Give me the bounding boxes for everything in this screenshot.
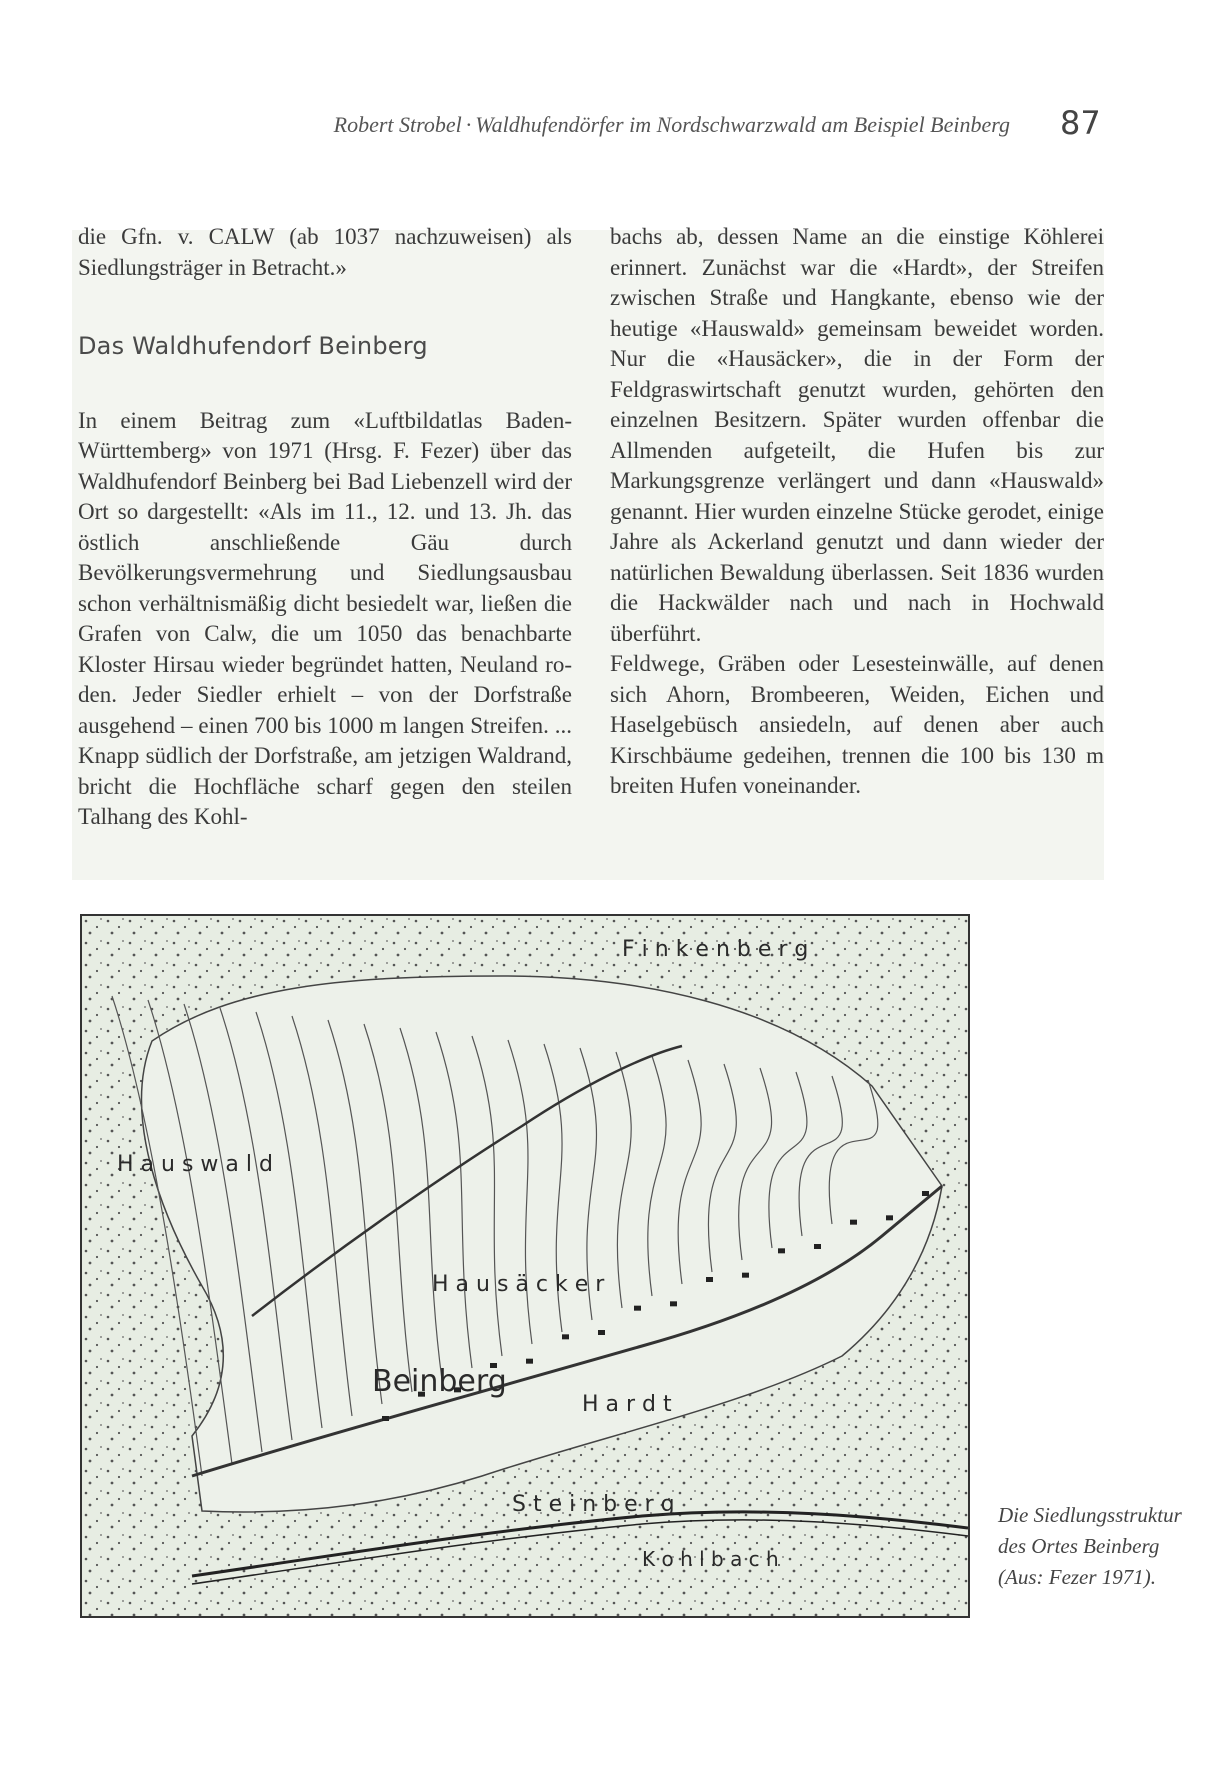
left-paragraph: In einem Beitrag zum «Luftbildatlas Baden-Württemberg» von 1971 (Hrsg. F. Fezer) über das Waldhufendorf Beinberg bei Bad Liebenzell wird der Ort so dargestellt: «Als im 11., 12. und 13. Jh. das östlich anschließende Gäu durch Bevölkerungsvermehrung und Siedlungsausbau schon verhältnismäßig dicht besiedelt war, ließen die Grafen von Calw, die um 1050 das benachbarte Kloster Hirsau wieder begründet hatten, Neuland roden. Jeder Siedler erhielt – von der Dorfstraße ausgehend – einen 700 bis 1000 m langen Streifen. ... Knapp südlich der Dorfstraße, am jetzigen Waldrand, bricht die Hochfläche scharf gegen den steilen Talhang des Kohl- [78,407,572,829]
figure-caption: Die Siedlungsstruktur des Ortes Beinberg (Aus: Fezer 1971). [998,1503,1182,1589]
right-paragraph-2: Feldwege, Gräben oder Lesesteinwälle, auf denen sich Ahorn, Brombeeren, Weiden, Eichen und Haselgebüsch ansiedeln, auf denen aber auch Kirschbäume gedeihen, trennen die 100 bis 130 m breiten Hufen voneinander. [610,651,1104,798]
right-column [610,222,1104,802]
label-kohlbach: K o h l b a c h [642,1547,779,1571]
house-mark [526,1359,533,1364]
label-hauswald: H a u s w a l d [117,1152,273,1177]
map-graphic [82,916,968,1616]
house-mark [886,1215,893,1220]
left-column [78,222,572,833]
house-mark [562,1334,569,1339]
settlement-map [80,914,970,1618]
house-mark [634,1306,641,1311]
house-mark [670,1301,677,1306]
label-hardt: H a r d t [582,1392,672,1417]
house-mark [814,1244,821,1249]
house-mark [598,1330,605,1335]
label-steinberg: S t e i n b e r g [512,1492,675,1517]
running-head [250,112,1010,138]
house-mark [742,1273,749,1278]
right-paragraph-1: bachs ab, dessen Name an die einstige Köhlerei erinnert. Zunächst war die «Hardt», der Streifen zwischen Straße und Hangkante, ebenso wie der heutige «Hauswald» gemeinsam beweidet worden. Nur die «Hausäcker», die in der Form der Feldgraswirtschaft genutzt wurden, gehörten den einzelnen Besitzern. Später wurden offenbar die Allmenden aufgeteilt, die Hufen bis zur Markungsgrenze verlängert und dann «Hauswald» genannt. Hier wurden einzelne Stücke gerodet, einige Jahre als Ackerland genutzt und dann wieder der natürlichen Bewaldung überlassen. Seit 1836 wurden die Hackwälder nach und nach in Hochwald überführt. [610,224,1104,646]
page-number: 87 [1060,104,1101,142]
house-mark [382,1416,389,1421]
house-mark [850,1220,857,1225]
label-finkenberg: F i n k e n b e r g [622,937,809,962]
house-mark [778,1248,785,1253]
intro-quote: die Gfn. v. CALW (ab 1037 nachzuweisen) als Siedlungsträger in Betracht.» [78,224,572,280]
header-title: Waldhufendörfer im Nordschwarzwald am Beispiel Beinberg [475,112,1010,137]
header-author: Robert Strobel [333,112,462,137]
house-mark [706,1277,713,1282]
house-mark [922,1191,929,1196]
label-hausaecker: H a u s ä c k e r [432,1272,605,1297]
header-separator: · [465,112,472,137]
section-heading: Das Waldhufendorf Beinberg [78,332,428,360]
label-beinberg: Beinberg [372,1364,507,1399]
